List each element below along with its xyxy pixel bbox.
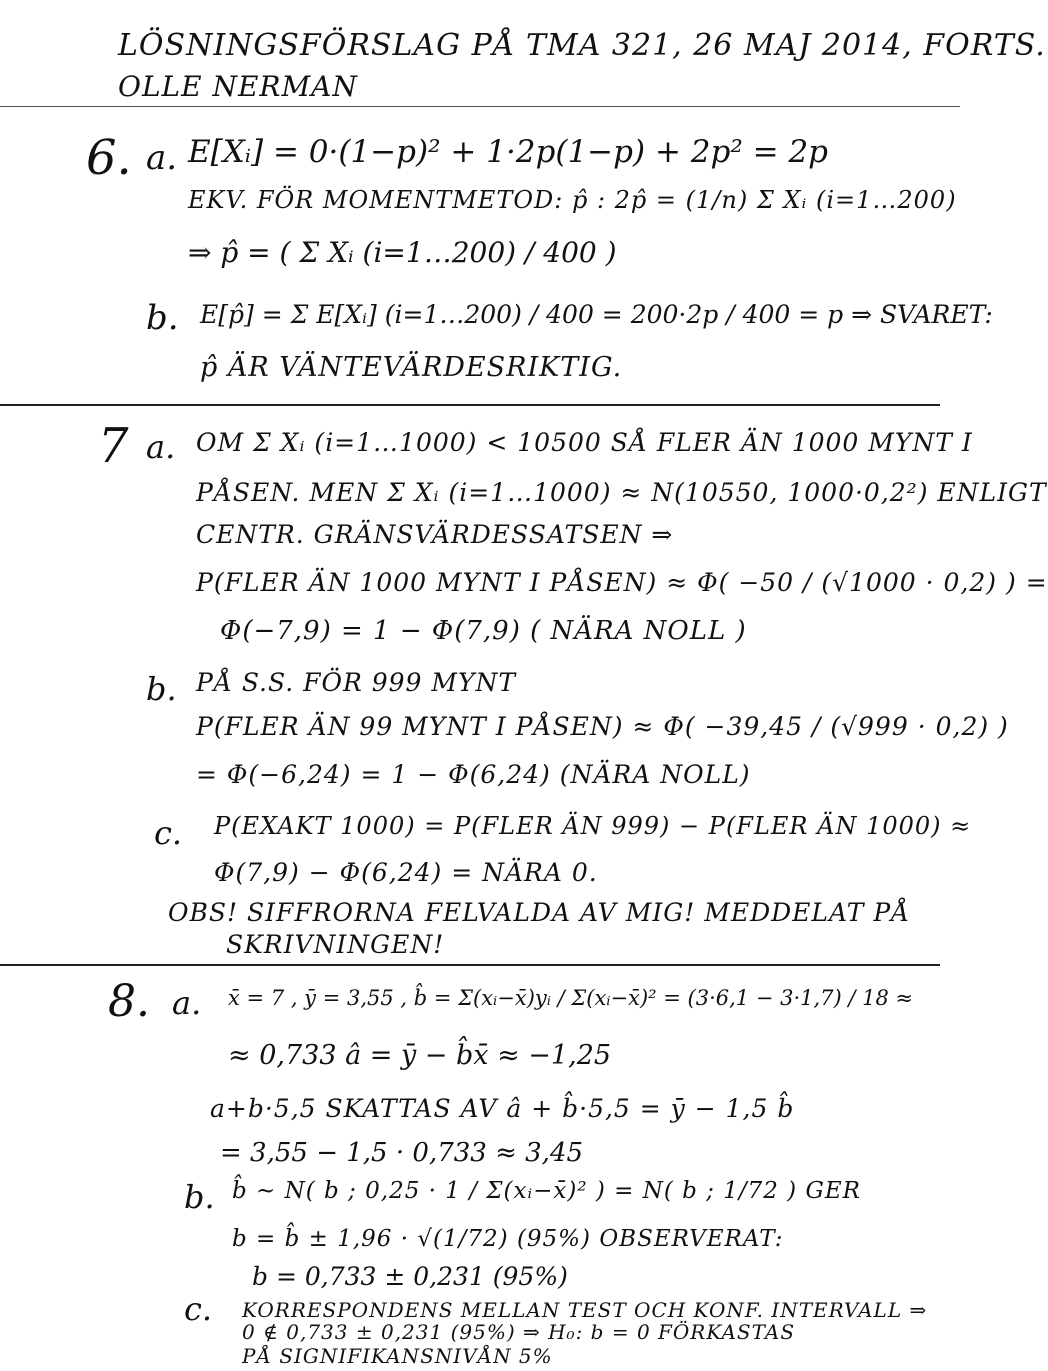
- header-divider: [0, 106, 960, 107]
- problem-8a-label: a.: [172, 984, 202, 1022]
- problem-6b-label: b.: [146, 298, 179, 338]
- problem-6a-line-1: E[Xᵢ] = 0·(1−p)² + 1·2p(1−p) + 2p² = 2p: [188, 134, 829, 170]
- problem-7-obs-line-2: SKRIVNINGEN!: [226, 930, 445, 959]
- problem-8b-line-3: b = 0,733 ± 0,231 (95%): [252, 1262, 568, 1291]
- problem-8a-line-2: ≈ 0,733 â = ȳ − b̂x̄ ≈ −1,25: [228, 1040, 612, 1071]
- problem-7c-line-2: Φ(7,9) − Φ(6,24) = NÄRA 0.: [214, 858, 598, 887]
- problem-7b-label: b.: [146, 670, 177, 708]
- problem-8a-line-1: x̄ = 7 , ȳ = 3,55 , b̂ = Σ(xᵢ−x̄)yᵢ / Σ(xᵢ−x̄)² = (3·6,1 − 3·1,7) / 18 ≈: [228, 986, 914, 1010]
- problem-6a-label: a.: [146, 138, 178, 178]
- problem-7c-label: c.: [154, 814, 183, 852]
- problem-7b-line-1: PÅ S.S. FÖR 999 MYNT: [196, 668, 517, 697]
- problem-8-number: 8.: [108, 976, 150, 1027]
- problem-8b-line-2: b = b̂ ± 1,96 · √(1/72) (95%) OBSERVERAT:: [232, 1226, 784, 1252]
- problem-8a-line-4: = 3,55 − 1,5 · 0,733 ≈ 3,45: [220, 1138, 584, 1168]
- problem-7a-line-4: P(FLER ÄN 1000 MYNT I PÅSEN) ≈ Φ( −50 / (√1000 · 0,2) ) =: [196, 568, 1048, 597]
- problem-7b-line-3: = Φ(−6,24) = 1 − Φ(6,24) (NÄRA NOLL): [196, 760, 751, 789]
- problem-8c-label: c.: [184, 1290, 213, 1328]
- problem-7c-line-1: P(EXAKT 1000) = P(FLER ÄN 999) − P(FLER ÄN 1000) ≈: [214, 812, 972, 840]
- problem-7-obs-line-1: OBS! SIFFRORNA FELVALDA AV MIG! MEDDELAT PÅ: [168, 898, 911, 927]
- problem-6b-line-1: E[p̂] = Σ E[Xᵢ] (i=1…200) / 400 = 200·2p / 400 = p ⇒ SVARET:: [200, 300, 993, 329]
- problem-6a-line-3: ⇒ p̂ = ( Σ Xᵢ (i=1…200) / 400 ): [188, 236, 617, 269]
- problem-6-number: 6.: [86, 130, 132, 186]
- problem-7-number: 7: [98, 418, 129, 474]
- problem-7a-line-2: PÅSEN. MEN Σ Xᵢ (i=1…1000) ≈ N(10550, 1000·0,2²) ENLIGT: [196, 478, 1047, 507]
- divider-7-8: [0, 964, 940, 966]
- problem-8b-line-1: b̂ ~ N( b ; 0,25 · 1 / Σ(xᵢ−x̄)² ) = N( b ; 1/72 ) GER: [232, 1178, 861, 1204]
- divider-6-7: [0, 404, 940, 406]
- problem-7a-label: a.: [146, 428, 176, 466]
- problem-7a-line-1: OM Σ Xᵢ (i=1…1000) < 10500 SÅ FLER ÄN 1000 MYNT I: [196, 428, 973, 457]
- problem-8b-label: b.: [184, 1178, 215, 1216]
- problem-8a-line-3: a+b·5,5 SKATTAS AV â + b̂·5,5 = ȳ − 1,5 b̂: [210, 1094, 795, 1123]
- problem-6b-line-2: p̂ ÄR VÄNTEVÄRDESRIKTIG.: [200, 352, 623, 383]
- problem-7a-line-3: CENTR. GRÄNSVÄRDESSATSEN ⇒: [196, 520, 674, 549]
- problem-7b-line-2: P(FLER ÄN 99 MYNT I PÅSEN) ≈ Φ( −39,45 / (√999 · 0,2) ): [196, 712, 1009, 741]
- problem-8c-line-1: KORRESPONDENS MELLAN TEST OCH KONF. INTERVALL ⇒: [242, 1298, 928, 1322]
- problem-6a-line-2: EKV. FÖR MOMENTMETOD: p̂ : 2p̂ = (1/n) Σ Xᵢ (i=1…200): [188, 186, 957, 214]
- page-header-author: OLLE NERMAN: [118, 70, 358, 103]
- problem-8c-line-2: 0 ∉ 0,733 ± 0,231 (95%) ⇒ H₀: b = 0 FÖRKASTAS: [242, 1320, 796, 1344]
- problem-7a-line-5: Φ(−7,9) = 1 − Φ(7,9) ( NÄRA NOLL ): [220, 616, 747, 646]
- page-header-title: LÖSNINGSFÖRSLAG PÅ TMA 321, 26 MAJ 2014, FORTS.: [118, 28, 1046, 63]
- problem-8c-line-3: PÅ SIGNIFIKANSNIVÅN 5%: [242, 1344, 553, 1368]
